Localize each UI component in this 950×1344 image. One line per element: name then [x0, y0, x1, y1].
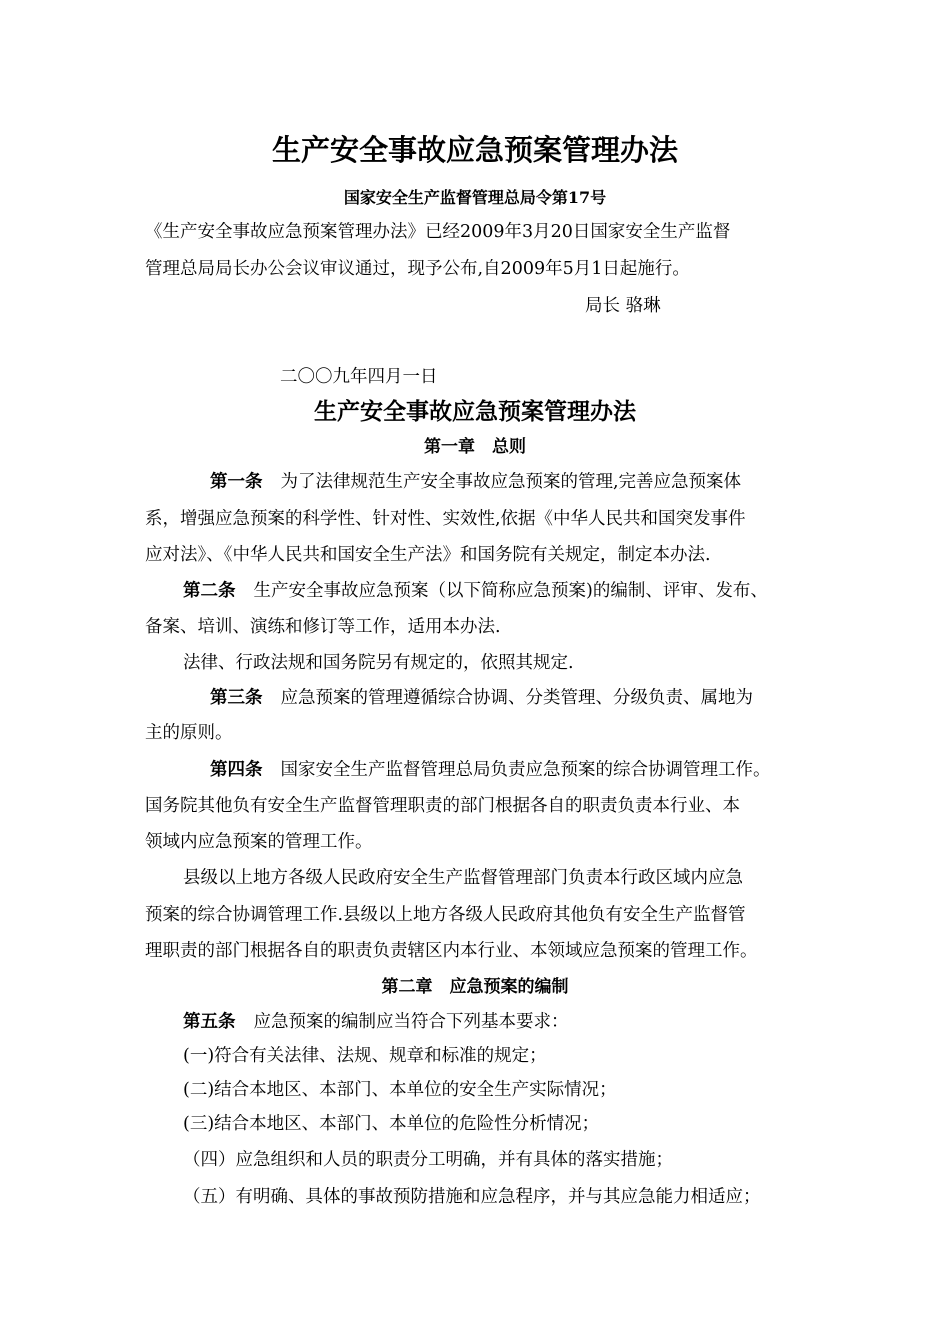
article-1-line-1 — [210, 471, 741, 493]
order-number: 国家安全生产监督管理总局令第17号 — [343, 188, 607, 207]
article-3-line-2: 主的原则。 — [145, 723, 233, 743]
article-5-text-1: 应急预案的编制应当符合下列基本要求： — [253, 1012, 569, 1032]
article-4-line-6: 理职责的部门根据各自的职责负责辖区内本行业、本领域应急预案的管理工作。 — [145, 941, 758, 961]
signature: 局长 骆琳 — [585, 296, 661, 316]
article-2-line-3: 法律、行政法规和国务院另有规定的，依照其规定. — [183, 653, 574, 673]
article-4-text-1: 国家安全生产监督管理总局负责应急预案的综合协调管理工作。 — [280, 760, 771, 780]
article-3-label: 第三条 — [210, 688, 263, 708]
article-1-label: 第一条 — [210, 472, 263, 492]
article-2-text-1: 生产安全事故应急预案（以下简称应急预案)的编制、评审、发布、 — [253, 581, 768, 601]
article-5-item-3: (三)结合本地区、本部门、本单位的危险性分析情况； — [183, 1114, 600, 1134]
article-2-line-1 — [183, 580, 768, 602]
document-title: 生产安全事故应急预案管理办法 — [271, 133, 678, 167]
article-4-line-5: 预案的综合协调管理工作.县级以上地方各级人民政府其他负有安全生产监督管 — [145, 905, 746, 925]
preamble-line-1: 《生产安全事故应急预案管理办法》已经2009年3月20日国家安全生产监督 — [145, 222, 731, 242]
article-4-line-3: 领域内应急预案的管理工作。 — [145, 832, 373, 852]
article-1-line-2: 系，增强应急预案的科学性、针对性、实效性,依据《中华人民共和国突发事件 — [145, 509, 746, 529]
article-3-text-1: 应急预案的管理遵循综合协调、分类管理、分级负责、属地为 — [280, 688, 753, 708]
chapter-2-heading: 第二章 应急预案的编制 — [381, 977, 569, 997]
article-5-line-1 — [183, 1011, 569, 1033]
article-2-label: 第二条 — [183, 581, 236, 601]
issue-date: 二〇〇九年四月一日 — [280, 367, 438, 387]
article-5-label: 第五条 — [183, 1012, 236, 1032]
chapter-1-heading: 第一章 总则 — [424, 437, 526, 457]
article-1-text-1: 为了法律规范生产安全事故应急预案的管理,完善应急预案体 — [280, 472, 742, 492]
article-4-line-1 — [210, 759, 771, 781]
body-title: 生产安全事故应急预案管理办法 — [314, 398, 636, 425]
article-1-line-3: 应对法》、《中华人民共和国安全生产法》和国务院有关规定，制定本办法. — [145, 545, 711, 565]
article-5-item-4: （四）应急组织和人员的职责分工明确，并有具体的落实措施； — [183, 1150, 673, 1170]
article-4-line-2: 国务院其他负有安全生产监督管理职责的部门根据各自的职责负责本行业、本 — [145, 796, 740, 816]
article-4-line-4: 县级以上地方各级人民政府安全生产监督管理部门负责本行政区域内应急 — [183, 868, 743, 888]
article-3-line-1 — [210, 687, 753, 709]
article-4-label: 第四条 — [210, 760, 263, 780]
article-5-item-1: (一)符合有关法律、法规、规章和标准的规定； — [183, 1046, 547, 1066]
preamble-line-2: 管理总局局长办公会议审议通过，现予公布,自2009年5月1日起施行。 — [145, 259, 690, 279]
article-2-line-2: 备案、培训、演练和修订等工作，适用本办法. — [145, 617, 501, 637]
article-5-item-5: （五）有明确、具体的事故预防措施和应急程序，并与其应急能力相适应； — [183, 1187, 761, 1207]
article-5-item-2: (二)结合本地区、本部门、本单位的安全生产实际情况； — [183, 1080, 617, 1100]
